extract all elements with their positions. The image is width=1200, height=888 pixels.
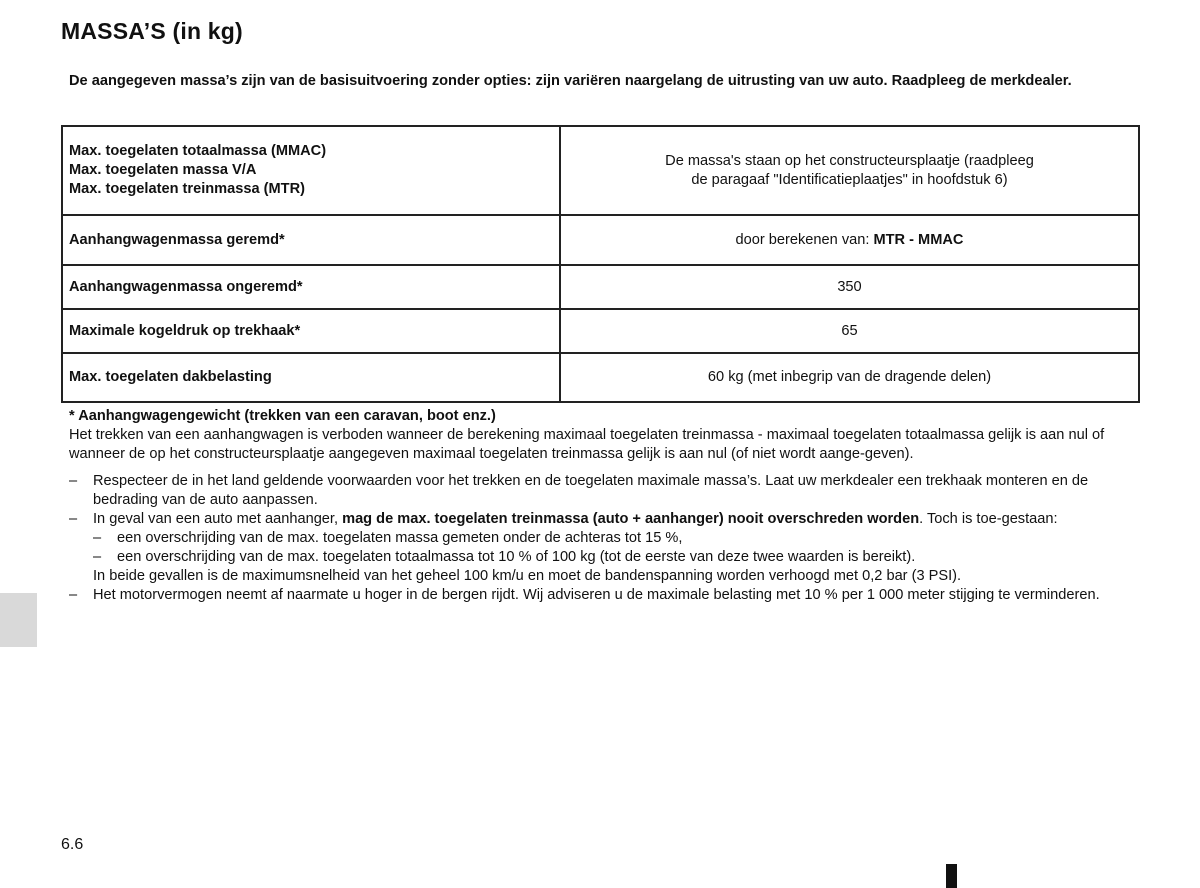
bullet-text: . Toch is toe-gestaan: — [919, 511, 1058, 527]
label-mtr: Max. toegelaten treinmassa (MTR) — [69, 181, 305, 197]
dash-bullet: – — [93, 530, 102, 546]
table-value-cell: 65 — [560, 309, 1139, 353]
table-label-cell: Aanhangwagenmassa ongeremd* — [62, 265, 560, 309]
bullet-text: Respecteer de in het land geldende voorwaarden voor het trekken en de toegelaten maximale massa’s. Laat uw merkdealer een trekhaak monteren en de bedrading van de auto aanpassen. — [93, 473, 1089, 508]
label-ma-va: Max. toegelaten massa V/A — [69, 162, 257, 178]
table-row — [62, 215, 1139, 265]
value-line: de paragaaf "Identificatieplaatjes" in hoofdstuk 6) — [691, 171, 1008, 188]
table-row — [62, 265, 1139, 309]
list-item — [69, 472, 1135, 510]
intro-paragraph: De aangegeven massa’s zijn van de basisuitvoering zonder opties: zijn variëren naargelang de uitrusting van uw auto. Raadpleeg de merkdealer. — [69, 73, 1072, 89]
table-row — [62, 126, 1139, 215]
mass-table — [61, 125, 1140, 403]
sub-list-item — [69, 529, 1135, 548]
footnote-body: Het trekken van een aanhangwagen is verboden wanneer de berekening maximaal toegelaten treinmassa - maximaal toegelaten totaalmassa gelijk is aan nul of wanneer de op het constructeursplaatje aangegeven maximaal toegelaten treinmassa gelijk is aan nul (of niet wordt aange-geven). — [69, 427, 1105, 462]
label-mmac: Max. toegelaten totaalmassa (MMAC) — [69, 143, 327, 159]
footnote-title: * Aanhangwagengewicht (trekken van een caravan, boot enz.) — [69, 408, 496, 424]
table-value-cell — [560, 126, 1139, 215]
corner-mark — [946, 864, 957, 888]
table-row — [62, 309, 1139, 353]
list-item — [69, 510, 1135, 529]
bullet-text: In geval van een auto met aanhanger, — [93, 511, 343, 527]
page-number: 6.6 — [61, 836, 84, 853]
bullet-text: Het motorvermogen neemt af naarmate u hoger in de bergen rijdt. Wij adviseren u de maximale belasting met 10 % per 1 000 meter stijging te verminderen. — [93, 587, 1100, 603]
sub-bullet-text: een overschrijding van de max. toegelaten totaalmassa tot 10 % of 100 kg (tot de eerste van deze twee waarden is bereikt). — [117, 549, 916, 565]
sub-bullet-text: een overschrijding van de max. toegelaten massa gemeten onder de achteras tot 15 %, — [117, 530, 683, 546]
value-formula: MTR - MMAC — [873, 231, 964, 248]
table-value-cell: 60 kg (met inbegrip van de dragende delen) — [560, 353, 1139, 402]
value-line: De massa's staan op het constructeursplaatje (raadpleeg — [665, 152, 1034, 169]
dash-bullet: – — [93, 549, 102, 565]
list-item — [69, 586, 1135, 605]
value-prefix: door berekenen van: — [735, 231, 874, 248]
dash-bullet: – — [69, 473, 78, 489]
table-value-cell — [560, 215, 1139, 265]
page-title: MASSA’S (in kg) — [61, 18, 243, 44]
table-value-cell: 350 — [560, 265, 1139, 309]
table-row — [62, 353, 1139, 402]
sub-list-item — [69, 548, 1135, 567]
table-label-cell: Aanhangwagenmassa geremd* — [62, 215, 560, 265]
dash-bullet: – — [69, 511, 78, 527]
table-label-cell — [62, 126, 560, 215]
dash-bullet: – — [69, 587, 78, 603]
table-label-cell: Maximale kogeldruk op trekhaak* — [62, 309, 560, 353]
table-label-cell: Max. toegelaten dakbelasting — [62, 353, 560, 402]
chapter-tab — [0, 593, 37, 647]
notes-section — [69, 407, 1135, 605]
bullet-emphasis: mag de max. toegelaten treinmassa (auto + aanhanger) nooit overschreden worden — [342, 511, 920, 527]
speed-note: In beide gevallen is de maximumsnelheid van het geheel 100 km/u en moet de bandenspanning worden verhoogd met 0,2 bar (3 PSI). — [93, 568, 962, 584]
